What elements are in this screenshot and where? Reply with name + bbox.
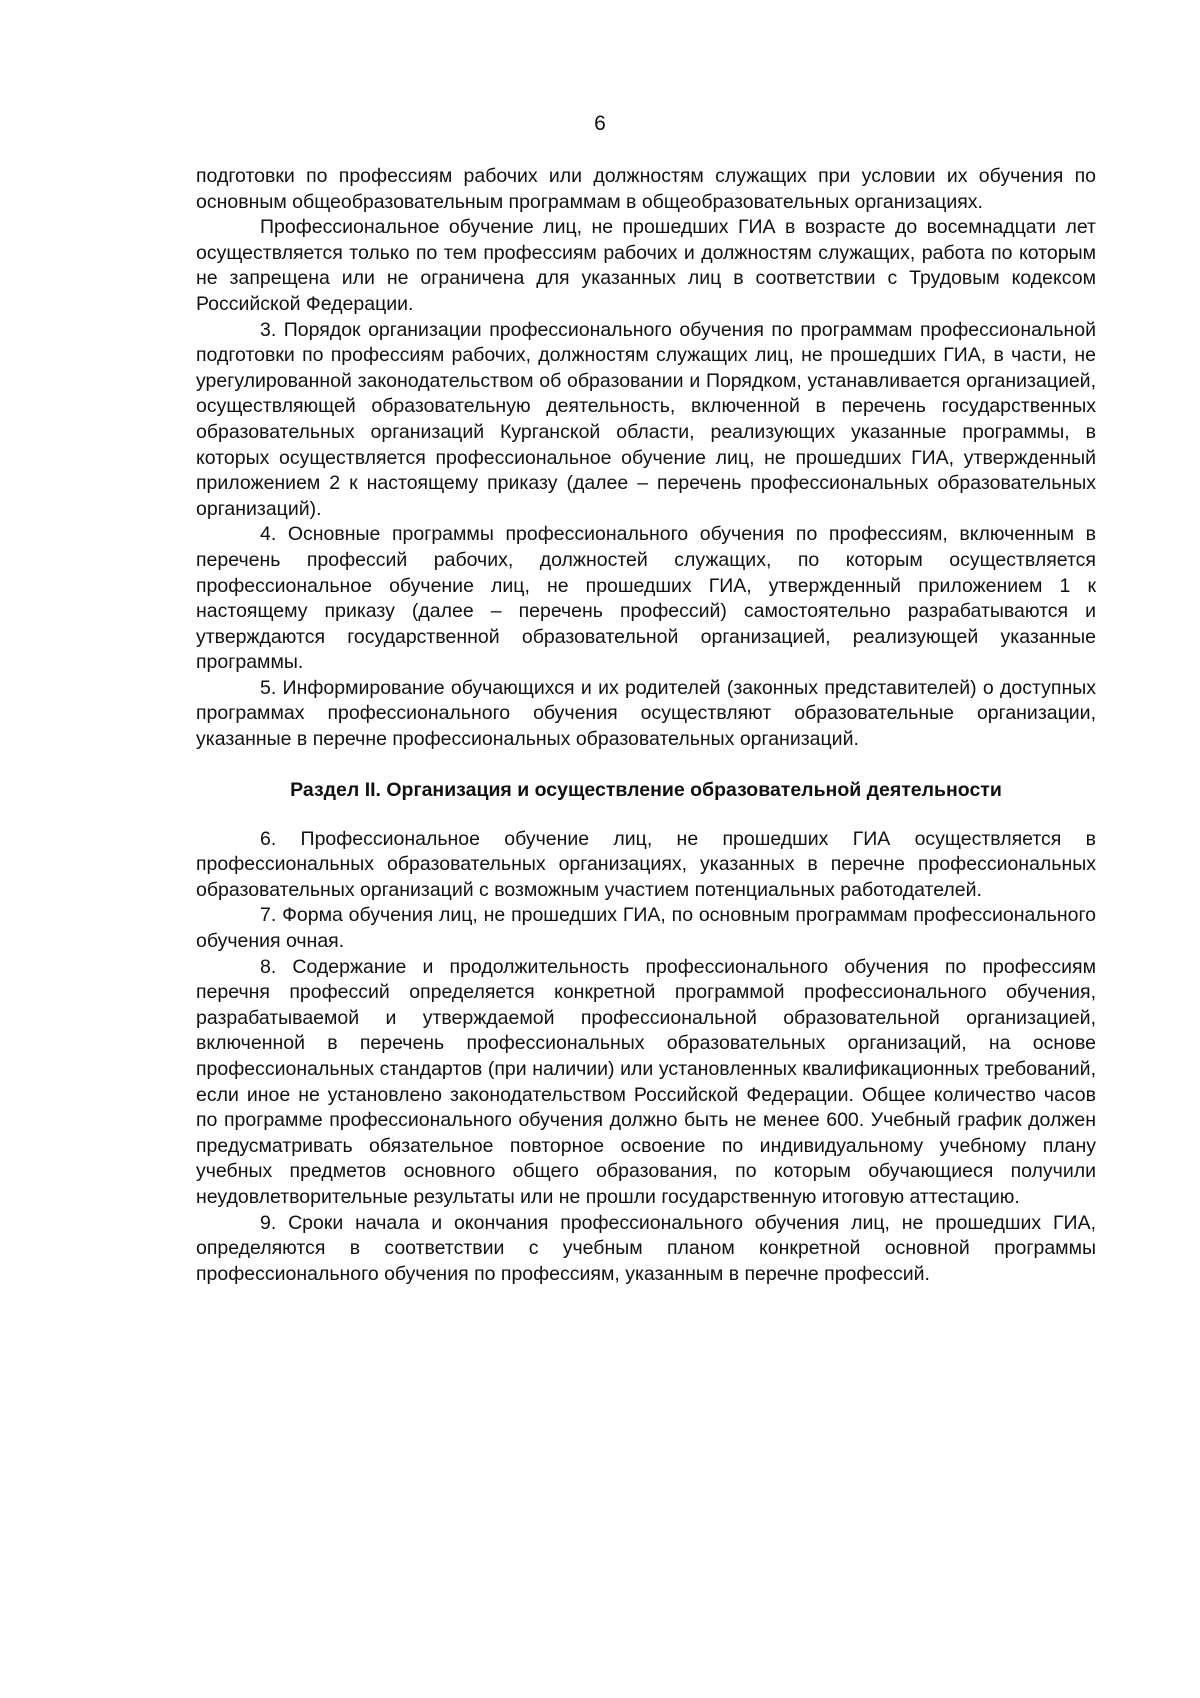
section-heading: Раздел II. Организация и осуществление образовательной деятельности bbox=[290, 778, 1002, 801]
page-number: 6 bbox=[594, 112, 606, 135]
paragraphs-before bbox=[196, 164, 1096, 753]
paragraph-item-3: 3. Порядок организации профессионального обучения по программам профессиональной подготовки по профессиям рабочих, должностям служащих лиц, не прошедших ГИА, в части, не урегулированной законодательством об образовании и Порядком, устанавливается организацией, осуществляющей образовательную деятельность, включенной в перечень государственных образовательных организаций Курганской области, реализующих указанные программы, в которых осуществляется профессиональное обучение лиц, не прошедших ГИА, утвержденный приложением 2 к настоящему приказу (далее – перечень профессиональных образовательных организаций). bbox=[196, 318, 1096, 520]
paragraph-item-7: 7. Форма обучения лиц, не прошедших ГИА, по основным программам профессионального обучения очная. bbox=[196, 904, 1096, 953]
paragraph-item-4: 4. Основные программы профессионального обучения по профессиям, включенным в перечень профессий рабочих, должностей служащих, по которым осуществляется профессиональное обучение лиц, не прошедших ГИА, утвержденный приложением 1 к настоящему приказу (далее – перечень профессий) самостоятельно разрабатываются и утверждаются государственной образовательной организацией, реализующей указанные программы. bbox=[196, 523, 1096, 674]
paragraph-item-5: 5. Информирование обучающихся и их родителей (законных представителей) о доступных программах профессионального обучения осуществляют образовательные организации, указанные в перечне профессиональных образовательных организаций. bbox=[196, 676, 1096, 751]
paragraphs-after bbox=[196, 827, 1096, 1288]
document-body bbox=[196, 164, 1096, 1287]
paragraph-item-8: 8. Содержание и продолжительность профессионального обучения по профессиям перечня профессий определяется конкретной программой профессионального обучения, разрабатываемой и утверждаемой профессиональной образовательной организацией, включенной в перечень профессиональных образовательных организаций, на основе профессиональных стандартов (при наличии) или установленных квалификационных требований, если иное не установлено законодательством Российской Федерации. Общее количество часов по программе профессионального обучения должно быть не менее 600. Учебный график должен предусматривать обязательное повторное освоение по индивидуальному учебному плану учебных предметов основного общего образования, по которым обучающиеся получили неудовлетворительные результаты или не прошли государственную итоговую аттестацию. bbox=[196, 955, 1096, 1208]
paragraph: Профессиональное обучение лиц, не прошедших ГИА в возрасте до восемнадцати лет осуществляется только по тем профессиям рабочих и должностям служащих, работа по которым не запрещена или не ограничена для указанных лиц в соответствии с Трудовым кодексом Российской Федерации. bbox=[196, 216, 1096, 315]
paragraph-item-9: 9. Сроки начала и окончания профессионального обучения лиц, не прошедших ГИА, определяются в соответствии с учебным планом конкретной основной программы профессионального обучения по профессиям, указанным в перечне профессий. bbox=[196, 1211, 1096, 1285]
paragraph-item-6: 6. Профессиональное обучение лиц, не прошедших ГИА осуществляется в профессиональных образовательных организациях, указанных в перечне профессиональных образовательных организаций с возможным участием потенциальных работодателей. bbox=[196, 827, 1096, 901]
paragraph: подготовки по профессиям рабочих или должностям служащих при условии их обучения по основным общеобразовательным программам в общеобразовательных организациях. bbox=[196, 165, 1096, 213]
